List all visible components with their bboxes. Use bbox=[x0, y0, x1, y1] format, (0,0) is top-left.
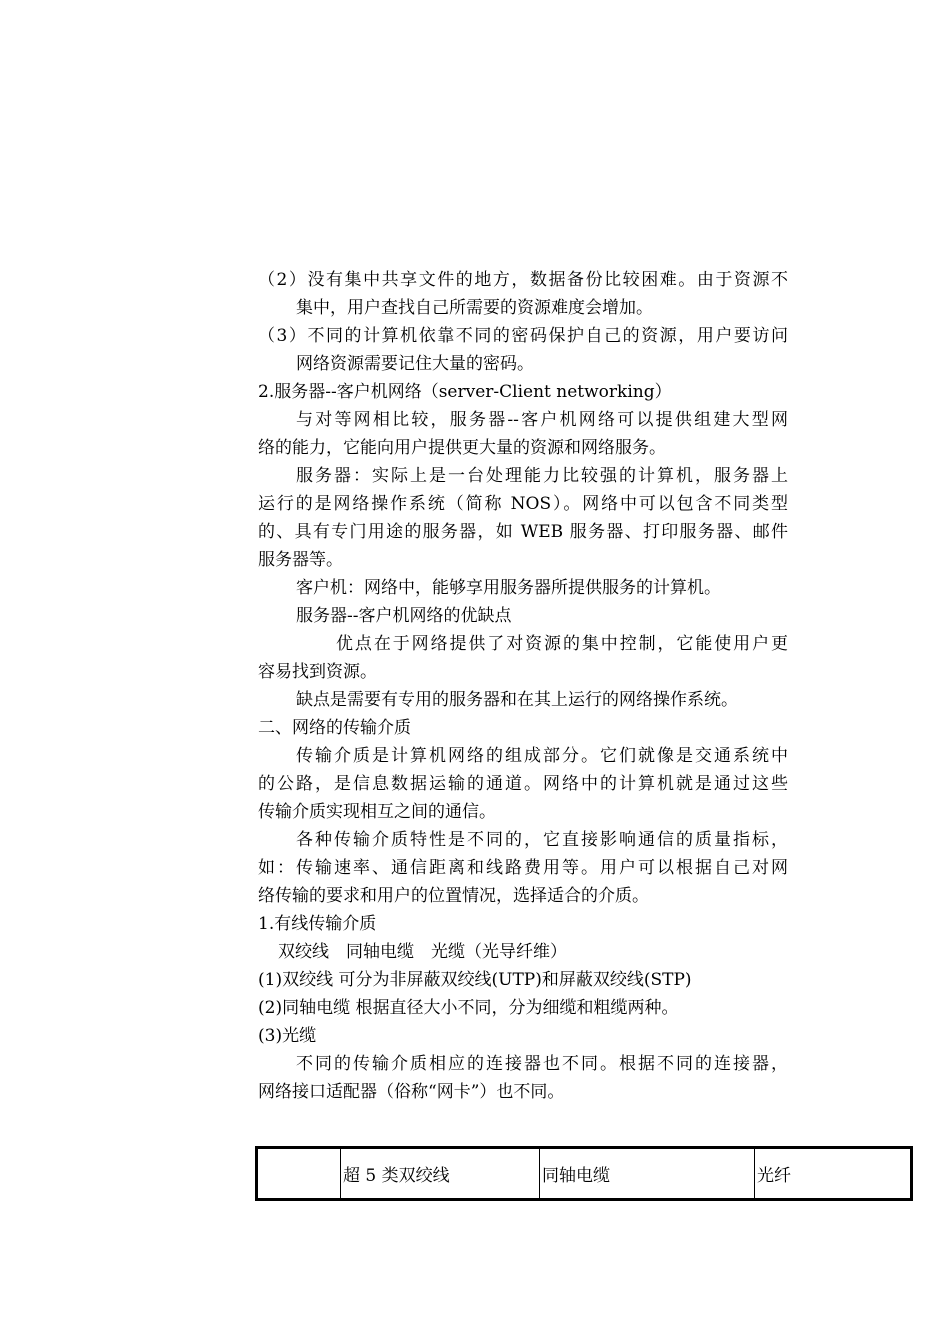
paragraph-line: 服务器--客户机网络的优缺点 bbox=[296, 606, 512, 626]
paragraph-line: 网络接口适配器（俗称“网卡”）也不同。 bbox=[258, 1082, 565, 1102]
section-heading: 1.有线传输介质 bbox=[258, 914, 377, 934]
paragraph-line: 如：传输速率、通信距离和线路费用等。用户可以根据自己对网 bbox=[258, 858, 788, 878]
paragraph-line: 的、具有专门用途的服务器，如 WEB 服务器、打印服务器、邮件 bbox=[258, 522, 788, 542]
table-row bbox=[257, 1148, 912, 1200]
table-cell-fiber: 光纤 bbox=[755, 1148, 912, 1200]
table-cell-twisted-pair: 超 5 类双绞线 bbox=[341, 1148, 540, 1200]
paragraph-line: 优点在于网络提供了对资源的集中控制，它能使用户更 bbox=[336, 634, 788, 654]
paragraph-line: 各种传输介质特性是不同的，它直接影响通信的质量指标， bbox=[296, 830, 788, 850]
paragraph-line: 服务器：实际上是一台处理能力比较强的计算机，服务器上 bbox=[296, 466, 788, 486]
paragraph-line: 与对等网相比较，服务器--客户机网络可以提供组建大型网 bbox=[296, 410, 788, 430]
document-body bbox=[258, 266, 788, 1106]
paragraph-line: 集中，用户查找自己所需要的资源难度会增加。 bbox=[296, 298, 653, 318]
media-table-container bbox=[255, 1146, 913, 1201]
paragraph-line: 运行的是网络操作系统（简称 NOS）。网络中可以包含不同类型 bbox=[258, 494, 788, 514]
paragraph-line: 不同的传输介质相应的连接器也不同。根据不同的连接器， bbox=[296, 1054, 788, 1074]
table-cell-coaxial: 同轴电缆 bbox=[540, 1148, 755, 1200]
paragraph-line: 服务器等。 bbox=[258, 550, 343, 570]
paragraph-line: 络传输的要求和用户的位置情况，选择适合的介质。 bbox=[258, 886, 649, 906]
section-heading: 二、网络的传输介质 bbox=[258, 718, 411, 738]
paragraph-line: (2)同轴电缆 根据直径大小不同，分为细缆和粗缆两种。 bbox=[258, 998, 679, 1018]
paragraph-line: 传输介质是计算机网络的组成部分。它们就像是交通系统中 bbox=[296, 746, 788, 766]
paragraph-line: 网络资源需要记住大量的密码。 bbox=[296, 354, 534, 374]
table-cell-empty bbox=[257, 1148, 341, 1200]
paragraph-line: 络的能力，它能向用户提供更大量的资源和网络服务。 bbox=[258, 438, 666, 458]
media-table bbox=[255, 1146, 913, 1201]
paragraph-line: 双绞线 同轴电缆 光缆（光导纤维） bbox=[278, 942, 567, 962]
paragraph-line: 的公路，是信息数据运输的通道。网络中的计算机就是通过这些 bbox=[258, 774, 788, 794]
paragraph-line: 缺点是需要有专用的服务器和在其上运行的网络操作系统。 bbox=[296, 690, 738, 710]
section-heading: 2.服务器--客户机网络（server-Client networking） bbox=[258, 382, 672, 402]
paragraph-line: （2）没有集中共享文件的地方，数据备份比较困难。由于资源不 bbox=[258, 270, 788, 290]
paragraph-line: 传输介质实现相互之间的通信。 bbox=[258, 802, 496, 822]
paragraph-line: (3)光缆 bbox=[258, 1026, 317, 1046]
paragraph-line: （3）不同的计算机依靠不同的密码保护自己的资源，用户要访问 bbox=[258, 326, 788, 346]
paragraph-line: (1)双绞线 可分为非屏蔽双绞线(UTP)和屏蔽双绞线(STP) bbox=[258, 970, 692, 990]
paragraph-line: 客户机：网络中，能够享用服务器所提供服务的计算机。 bbox=[296, 578, 721, 598]
paragraph-line: 容易找到资源。 bbox=[258, 662, 377, 682]
